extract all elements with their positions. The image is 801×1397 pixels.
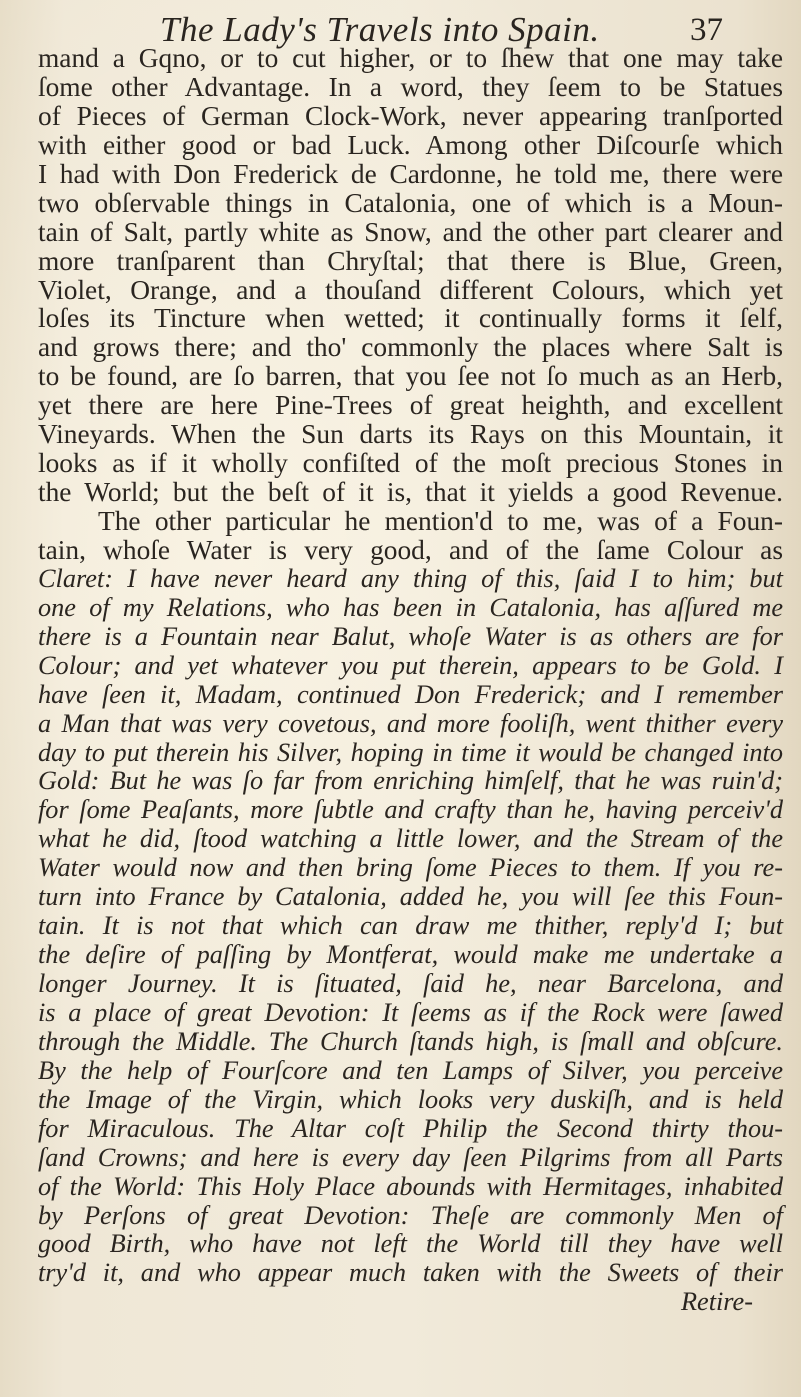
text-line: have ſeen it, Madam, continued Don Frederick; and I remember xyxy=(38,679,783,709)
text-line: more tranſparent than Chryſtal; that there is Blue, Green, xyxy=(38,245,783,276)
text-line: what he did, ſtood watching a little lower, and the Stream of the xyxy=(38,824,783,854)
text-line: tain, whoſe Water is very good, and of the ſame Colour as xyxy=(38,534,783,565)
text-line: good Birth, who have not left the World till they have well xyxy=(38,1229,783,1259)
text-line: the World; but the beſt of it is, that it yields a good Revenue. xyxy=(38,477,783,508)
text-line: of Pieces of German Clock-Work, never appearing tranſported xyxy=(38,100,783,131)
text-line: and grows there; and tho' commonly the places where Salt is xyxy=(38,332,783,363)
text-line: mand a Gqno, or to cut higher, or to ſhew that one may take xyxy=(38,43,783,73)
text-line: the Image of the Virgin, which looks very duskiſh, and is held xyxy=(38,1084,783,1114)
text-line: Violet, Orange, and a thouſand different Colours, which yet xyxy=(38,274,783,305)
text-line: longer Journey. It is ſituated, ſaid he, near Barcelona, and xyxy=(38,969,783,998)
text-line: loſes its Tincture when wetted; it continually forms it ſelf, xyxy=(38,303,783,334)
body-text xyxy=(38,44,783,1317)
text-line: The other particular he mention'd to me, was of a Foun- xyxy=(98,506,783,536)
text-line: tain. It is not that which can draw me thither, reply'd I; but xyxy=(38,911,783,941)
text-line: Vineyards. When the Sun darts its Rays on this Mountain, it xyxy=(38,419,783,450)
text-line: with either good or bad Luck. Among other Diſcourſe which xyxy=(38,129,783,160)
text-line: tain of Salt, partly white as Snow, and the other part clearer and xyxy=(38,216,783,247)
text-line: one of my Relations, who has been in Catalonia, has aſſured me xyxy=(38,592,783,622)
running-head: The Lady's Travels into Spain. xyxy=(160,10,600,49)
text-line: through the Middle. The Church ſtands high, is ſmall and obſcure. xyxy=(38,1026,783,1056)
text-line: for Miraculous. The Altar coſt Philip the Second thirty thou- xyxy=(38,1113,783,1143)
text-line: to be found, are ſo barren, that you ſee not ſo much as an Herb, xyxy=(38,361,783,392)
text-line: yet there are here Pine-Trees of great heighth, and excellent xyxy=(38,390,783,421)
text-line: for ſome Peaſants, more ſubtle and crafty than he, having perceiv'd xyxy=(38,795,783,825)
text-line: there is a Fountain near Balut, whoſe Water is as others are for xyxy=(38,621,783,651)
text-line: by Perſons of great Devotion: Theſe are commonly Men of xyxy=(38,1200,783,1230)
text-line: ſand Crowns; and here is every day ſeen Pilgrims from all Parts xyxy=(38,1142,783,1172)
text-line: of the World: This Holy Place abounds with Hermitages, inhabited xyxy=(38,1171,783,1201)
text-line: By the help of Fourſcore and ten Lamps of Silver, you perceive xyxy=(38,1055,783,1085)
text-line: ſome other Advantage. In a word, they ſeem to be Statues xyxy=(38,71,783,102)
page-number: 37 xyxy=(690,12,723,48)
text-line: is a place of great Devotion: It ſeems as if the Rock were ſawed xyxy=(38,997,783,1027)
text-line: two obſervable things in Catalonia, one of which is a Moun- xyxy=(38,187,783,218)
text-line: the deſire of paſſing by Montferat, would make me undertake a xyxy=(38,940,783,970)
text-line: a Man that was very covetous, and more fooliſh, went thither every xyxy=(38,708,783,738)
text-line: turn into France by Catalonia, added he, you will ſee this Foun- xyxy=(38,882,783,912)
text-line: Claret: I have never heard any thing of this, ſaid I to him; but xyxy=(38,563,783,593)
catchword: Retire- xyxy=(680,1287,753,1317)
text-line: Water would now and then bring ſome Pieces to them. If you re- xyxy=(38,853,783,883)
text-line: Colour; and yet whatever you put therein, appears to be Gold. I xyxy=(38,650,783,680)
text-line: Gold: But he was ſo far from enriching himſelf, that he was ruin'd; xyxy=(38,766,783,796)
text-line: I had with Don Frederick de Cardonne, he told me, there were xyxy=(38,158,783,189)
text-line: looks as if it wholly confiſted of the moſt precious Stones in xyxy=(38,448,783,479)
text-line: day to put therein his Silver, hoping in time it would be changed into xyxy=(38,737,783,767)
text-line: try'd it, and who appear much taken with the Sweets of their xyxy=(38,1258,783,1288)
